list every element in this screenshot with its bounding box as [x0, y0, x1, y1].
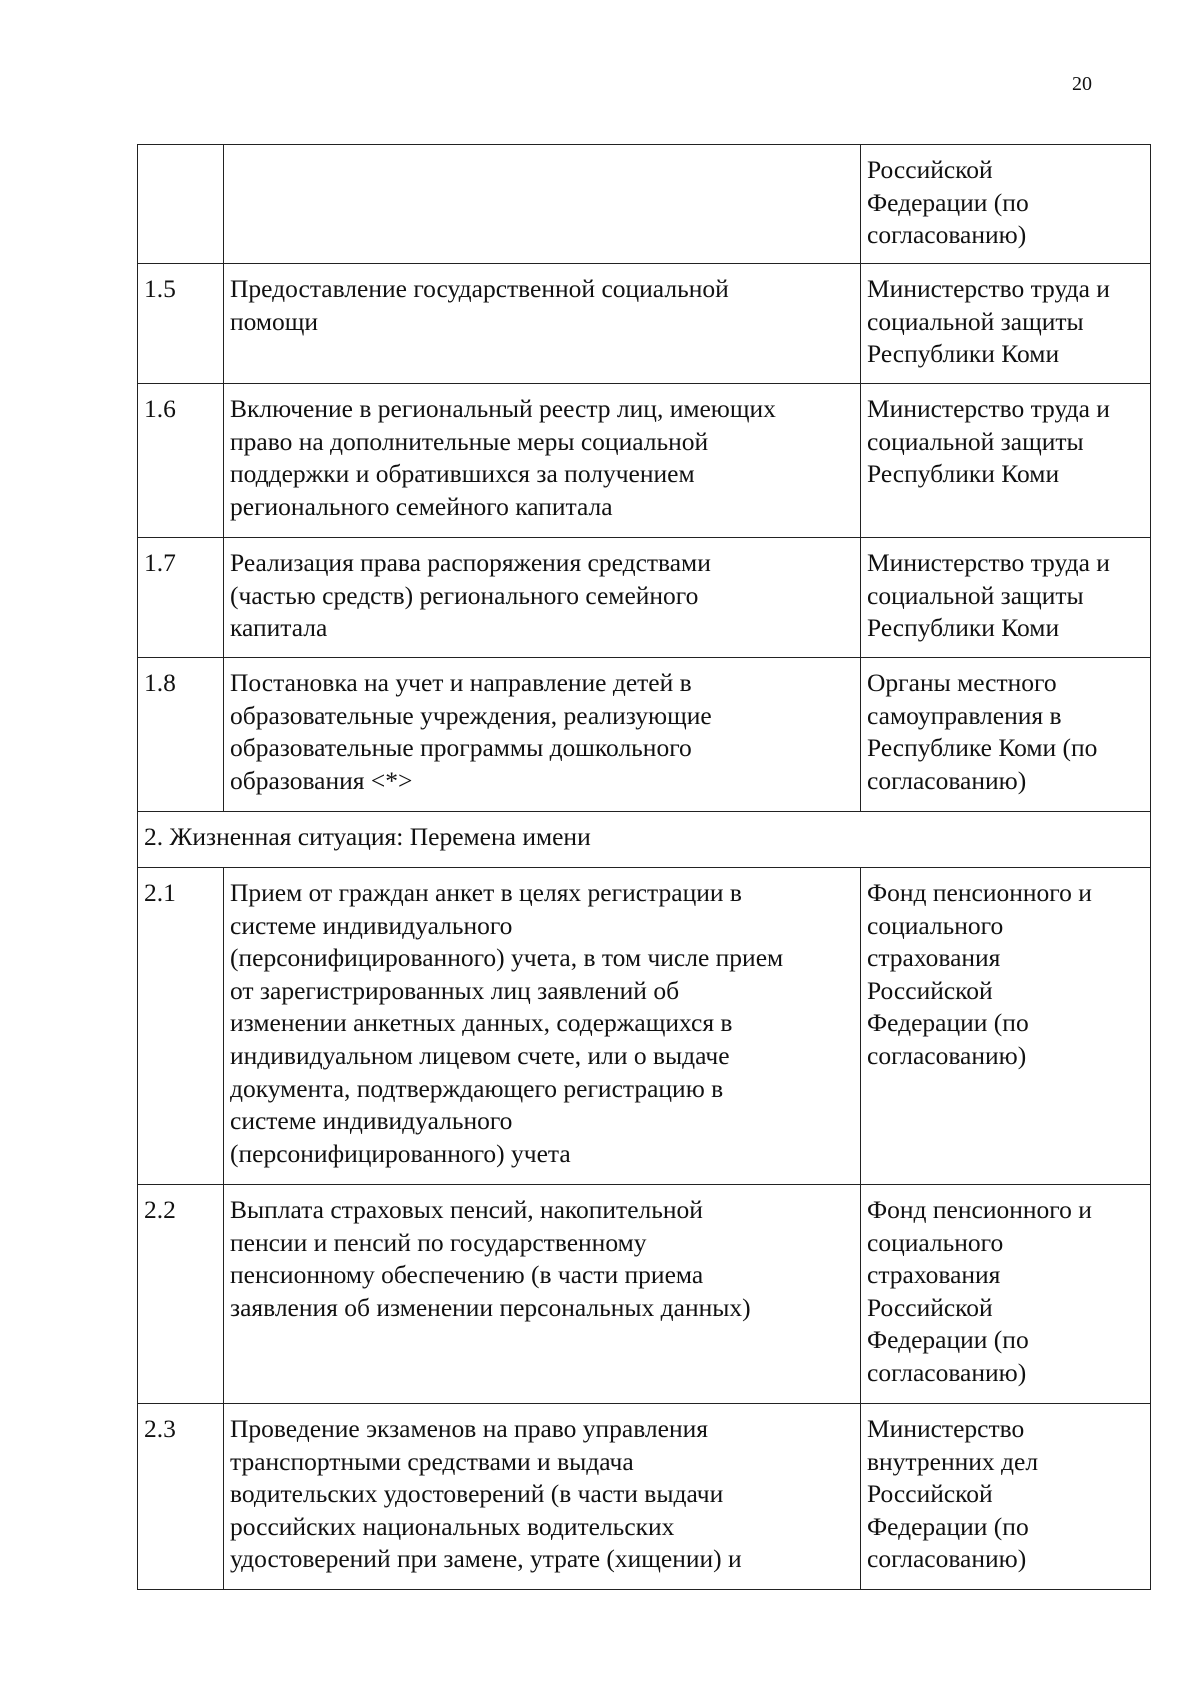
table-row	[138, 868, 1151, 1185]
row-number: 1.7	[138, 538, 224, 658]
services-table	[137, 144, 1151, 1590]
responsible-organization: Фонд пенсионного и социального страхования Российской Федерации (по согласованию)	[861, 868, 1151, 1185]
section-title: 2. Жизненная ситуация: Перемена имени	[138, 812, 1151, 868]
table-row	[138, 384, 1151, 538]
row-number	[138, 145, 224, 264]
row-number: 1.5	[138, 264, 224, 384]
service-name: Выплата страховых пенсий, накопительной пенсии и пенсий по государственному пенсионному обеспечению (в части приема заявления об изменении персональных данных)	[224, 1185, 861, 1404]
table-row	[138, 1404, 1151, 1590]
responsible-organization: Фонд пенсионного и социального страхования Российской Федерации (по согласованию)	[861, 1185, 1151, 1404]
service-name: Прием от граждан анкет в целях регистрации в системе индивидуального (персонифицированного) учета, в том числе прием от зарегистрированных лиц заявлений об изменении анкетных данных, содержащихся в индивидуальном лицевом счете, или о выдаче документа, подтверждающего регистрацию в системе индивидуального (персонифицированного) учета	[224, 868, 861, 1185]
responsible-organization: Органы местного самоуправления в Республике Коми (по согласованию)	[861, 658, 1151, 812]
service-name: Постановка на учет и направление детей в образовательные учреждения, реализующие образовательные программы дошкольного образования <*>	[224, 658, 861, 812]
row-number: 1.8	[138, 658, 224, 812]
row-number: 2.2	[138, 1185, 224, 1404]
table-row	[138, 538, 1151, 658]
row-number: 2.3	[138, 1404, 224, 1590]
responsible-organization: Министерство труда и социальной защиты Республики Коми	[861, 384, 1151, 538]
service-name: Проведение экзаменов на право управления транспортными средствами и выдача водительских удостоверений (в части выдачи российских национальных водительских удостоверений при замене, утрате (хищении) и	[224, 1404, 861, 1590]
service-name: Предоставление государственной социальной помощи	[224, 264, 861, 384]
table-row	[138, 145, 1151, 264]
table-row	[138, 658, 1151, 812]
service-name	[224, 145, 861, 264]
page-number: 20	[1072, 73, 1092, 95]
section-header-row	[138, 812, 1151, 868]
responsible-organization: Министерство труда и социальной защиты Республики Коми	[861, 264, 1151, 384]
service-name: Включение в региональный реестр лиц, имеющих право на дополнительные меры социальной поддержки и обратившихся за получением регионального семейного капитала	[224, 384, 861, 538]
row-number: 2.1	[138, 868, 224, 1185]
table-row	[138, 264, 1151, 384]
row-number: 1.6	[138, 384, 224, 538]
service-name: Реализация права распоряжения средствами (частью средств) регионального семейного капитала	[224, 538, 861, 658]
responsible-organization: Министерство внутренних дел Российской Федерации (по согласованию)	[861, 1404, 1151, 1590]
responsible-organization: Российской Федерации (по согласованию)	[861, 145, 1151, 264]
responsible-organization: Министерство труда и социальной защиты Республики Коми	[861, 538, 1151, 658]
table-row	[138, 1185, 1151, 1404]
